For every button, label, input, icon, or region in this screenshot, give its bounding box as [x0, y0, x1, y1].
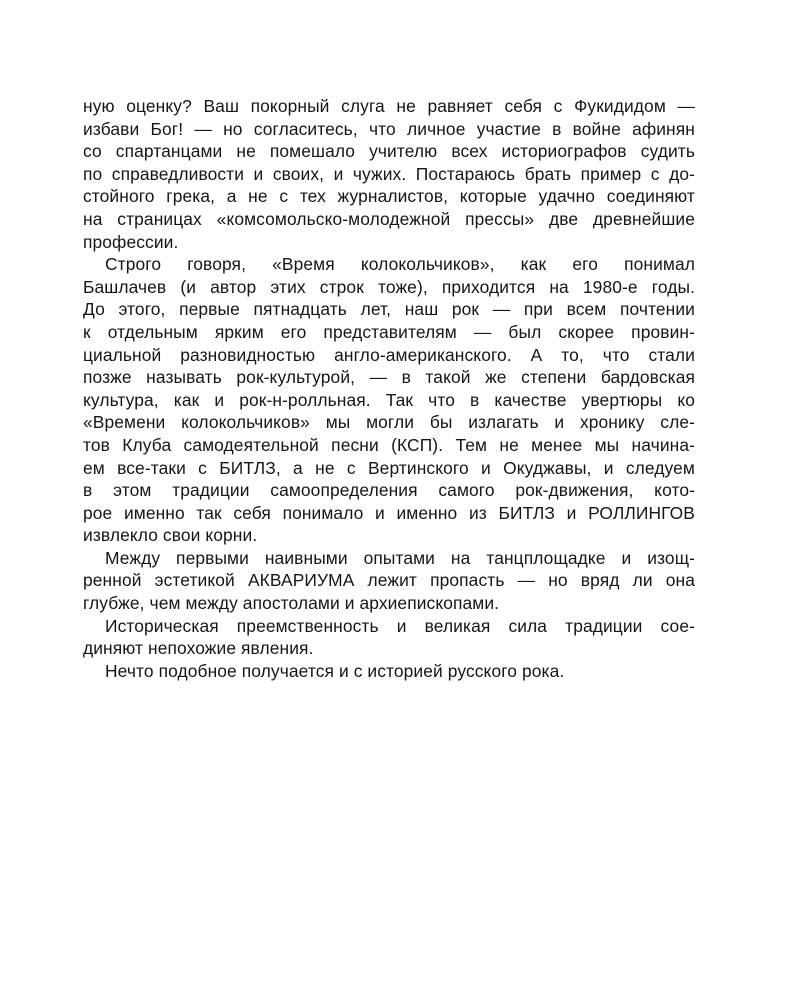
- text-line: циальной разновидностью англо-американского. А то, что стали: [83, 344, 695, 365]
- text-line: в этом традиции самоопределения самого рок-движения, кото-: [83, 480, 695, 501]
- text-line: диняют непохожие явления.: [83, 638, 314, 659]
- text-line: профессии.: [83, 231, 179, 252]
- paragraph: [83, 95, 695, 253]
- text-line: стойного грека, а не с тех журналистов, которые удачно соединяют: [83, 186, 695, 207]
- text-line: избави Бог! — но согласитесь, что личное участие в войне афинян: [83, 118, 695, 139]
- text-line: До этого, первые пятнадцать лет, наш рок — при всем почтении: [83, 299, 695, 320]
- text-line: «Времени колокольчиков» мы могли бы излагать и хронику сле-: [83, 412, 695, 433]
- body-text: [83, 95, 695, 682]
- paragraph: [83, 615, 695, 660]
- text-line: глубже, чем между апостолами и архиепископами.: [83, 593, 500, 614]
- text-line: тов Клуба самодеятельной песни (КСП). Тем не менее мы начина-: [83, 434, 695, 455]
- text-line: Строго говоря, «Время колокольчиков», как его понимал: [105, 254, 695, 275]
- text-line: извлекло свои корни.: [83, 525, 258, 546]
- text-line: позже называть рок-культурой, — в такой же степени бардовская: [83, 367, 695, 388]
- text-line: ную оценку? Ваш покорный слуга не равняет себя с Фукидидом —: [83, 96, 695, 116]
- text-line: по справедливости и своих, и чужих. Постараюсь брать пример с до-: [83, 163, 695, 184]
- text-line: Нечто подобное получается и с историей русского рока.: [105, 660, 565, 681]
- paragraph: [83, 253, 695, 547]
- paragraph: [83, 547, 695, 615]
- text-line: Историческая преемственность и великая сила традиции сое-: [105, 615, 695, 636]
- text-line: со спартанцами не помешало учителю всех историографов судить: [83, 141, 695, 162]
- text-line: ренной эстетикой АКВАРИУМА лежит пропасть — но вряд ли она: [83, 570, 695, 591]
- text-line: культура, как и рок-н-ролльная. Так что в качестве увертюры ко: [83, 389, 695, 410]
- text-line: на страницах «комсомольско-молодежной прессы» две древнейшие: [83, 208, 695, 229]
- text-line: к отдельным ярким его представителям — был скорее провин-: [83, 321, 695, 342]
- paragraph: [83, 660, 695, 683]
- text-line: Башлачев (и автор этих строк тоже), приходится на 1980-е годы.: [83, 276, 695, 297]
- text-line: Между первыми наивными опытами на танцплощадке и изощ-: [105, 547, 695, 568]
- text-line: рое именно так себя понимало и именно из БИТЛЗ и РОЛЛИНГОВ: [83, 502, 695, 523]
- text-line: ем все-таки с БИТЛЗ, а не с Вертинского и Окуджавы, и следуем: [83, 457, 695, 478]
